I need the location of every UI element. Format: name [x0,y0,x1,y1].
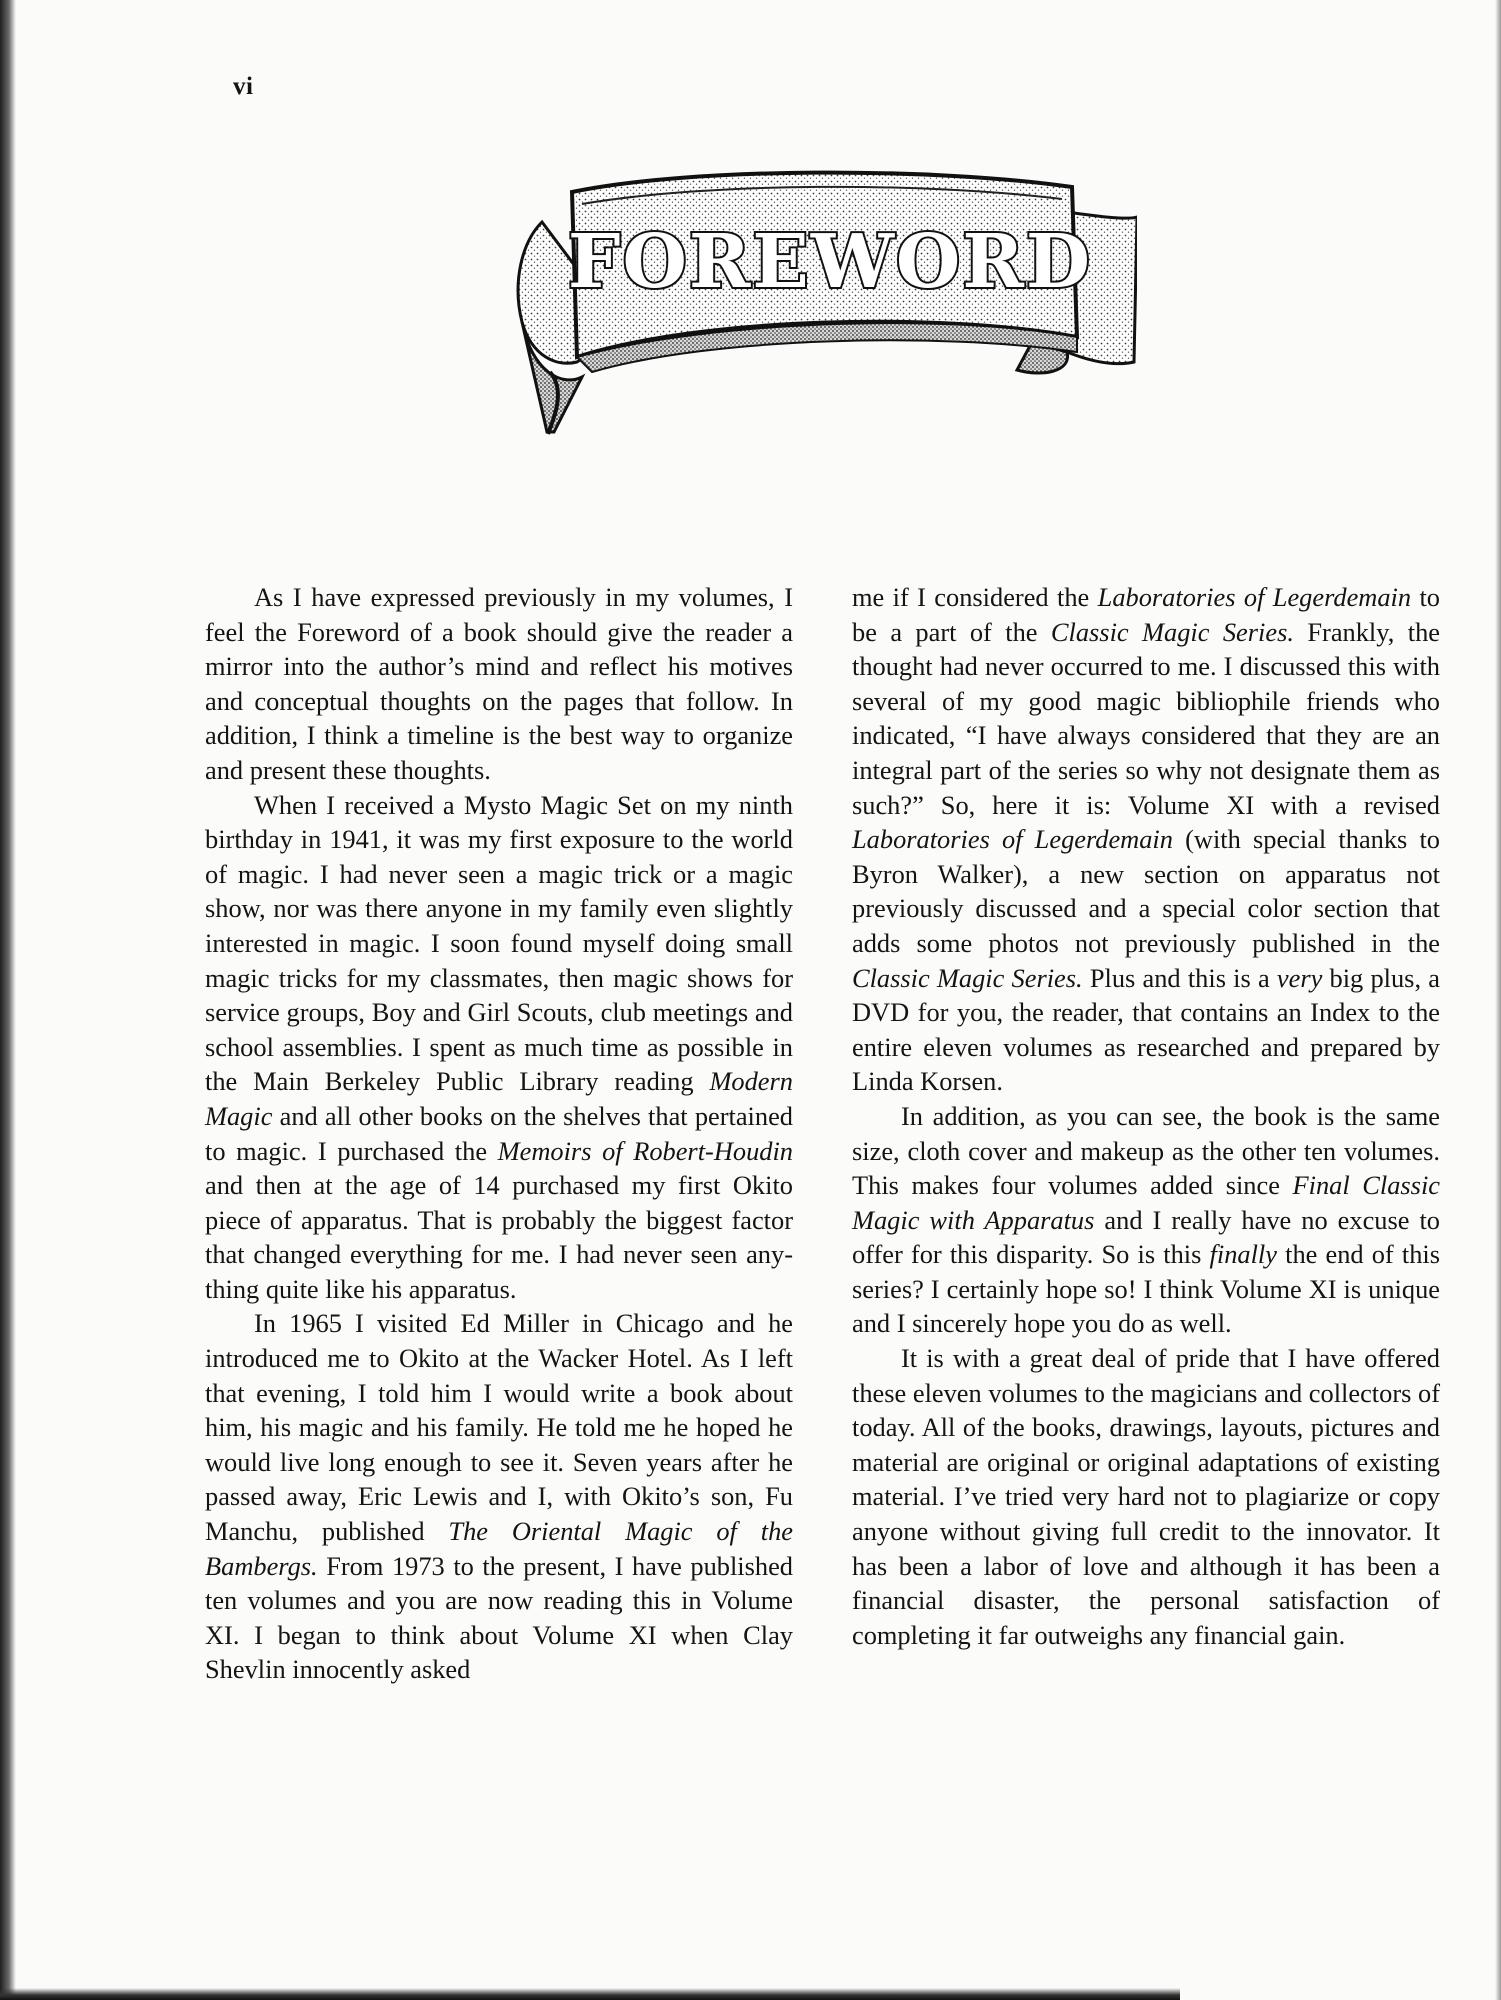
text-run: As I have expressed previously in my volumes, I feel the Foreword of a book should give the reader a mirror into the author’s mind and reflect his motives and conceptual thoughts on the pages that follow. In addition, I think a timeline is the best way to organize and present these thoughts. [205,582,793,785]
paragraph [205,580,793,788]
italic-title: Laboratories of Legerdemain [852,824,1173,855]
italic-title: Memoirs of Robert-Houdin [497,1135,793,1166]
text-run: Plus and this is a [1082,962,1277,993]
text-run: Frankly, the thought had never occurred to me. I discussed this with several of my good magic bibliophile friends who indicated, “I have always considered that they are an integral part of the series so why not designate them as such?” So, here it is: Volume XI with a revised [852,616,1440,820]
page-binding-shadow [0,0,16,2000]
left-text-column [205,580,793,1687]
ribbon-banner-illustration [512,162,1137,437]
paragraph [852,580,1440,1099]
text-run: big plus, a DVD for you, the reader, that contains an Index to the entire eleven volumes as researched and prepared by Linda Korsen. [852,962,1440,1097]
page-edge-right [1495,0,1501,2000]
italic-title: Classic Magic Series. [852,962,1083,993]
paragraph [205,788,793,1307]
paragraph [852,1341,1440,1652]
foreword-banner [512,162,1137,437]
text-run: In 1965 I visited Ed Miller in Chicago and he introduced me to Okito at the Wacker Hotel. As I left that evening, I told him I would write a book about him, his magic and his family. He told me he hoped he would live long enough to see it. Seven years after he passed away, Eric Lewis and I, with Okito’s son, Fu Manchu, published [205,1308,793,1547]
text-run: It is with a great deal of pride that I have offered these eleven volumes to the magicians and collectors of today. All of the books, drawings, layouts, pictures and material are original or original adaptations of existing material. I’ve tried very hard not to plagiarize or copy anyone without giving full credit to the innovator. It has been a labor of love and although it has been a financial disaster, the personal satisfaction of completing it far outweighs any financial gain. [852,1343,1440,1650]
italic-title: Modern Magic [205,1066,793,1131]
text-run: the end of this series? I certainly hope so! I think Volume XI is unique and I sincerely hope you do as well. [852,1239,1440,1339]
text-run: From 1973 to the present, I have published ten volumes and you are now reading this in Volume XI. I began to think about Volume XI when Clay Shevlin innocently asked [205,1550,793,1685]
italic-title: The Oriental Magic of the Bambergs. [205,1516,793,1581]
paragraph [852,1099,1440,1341]
foreword-heading: FOREWORD [567,219,1093,305]
italic-emphasis: finally [1209,1239,1277,1270]
text-run: me if I considered the [852,582,1098,612]
text-run: and then at the age of 14 purchased my first Okito piece of apparatus. That is probably the biggest factor that changed everything for me. I had never seen anything quite like his apparatus. [205,1170,793,1304]
text-run: In addition, as you can see, the book is the same size, cloth cover and makeup as the other ten volumes. This makes four volumes added since [852,1100,1440,1201]
italic-title: Final Classic Magic with Apparatus [852,1170,1440,1235]
italic-title: Classic Magic Series. [1050,616,1294,647]
right-text-column [852,580,1440,1652]
italic-emphasis: very [1276,962,1323,993]
paragraph [205,1306,793,1687]
text-run: to be a part of the [852,582,1440,647]
page-edge-bottom [0,1988,1180,2000]
text-run: (with special thanks to Byron Walker), a new section on apparatus not previously discussed and a special color section that adds some photos not previously published in the [852,824,1440,958]
text-run: and I really have no excuse to offer for this disparity. So is this [852,1204,1440,1270]
text-run: When I received a Mysto Magic Set on my ninth birthday in 1941, it was my first exposure to the world of magic. I had never seen a magic trick or a magic show, nor was there anyone in my family even slightly interested in magic. I soon found myself doing small magic tricks for my classmates, then magic shows for service groups, Boy and Girl Scouts, club meetings and school assemblies. I spent as much time as possible in the Main Berkeley Public Library reading [205,789,793,1097]
italic-title: Laboratories of Legerdemain [1097,582,1412,612]
text-run: and all other books on the shelves that pertained to magic. I purchased the [205,1100,793,1166]
page-number: vi [233,73,254,100]
